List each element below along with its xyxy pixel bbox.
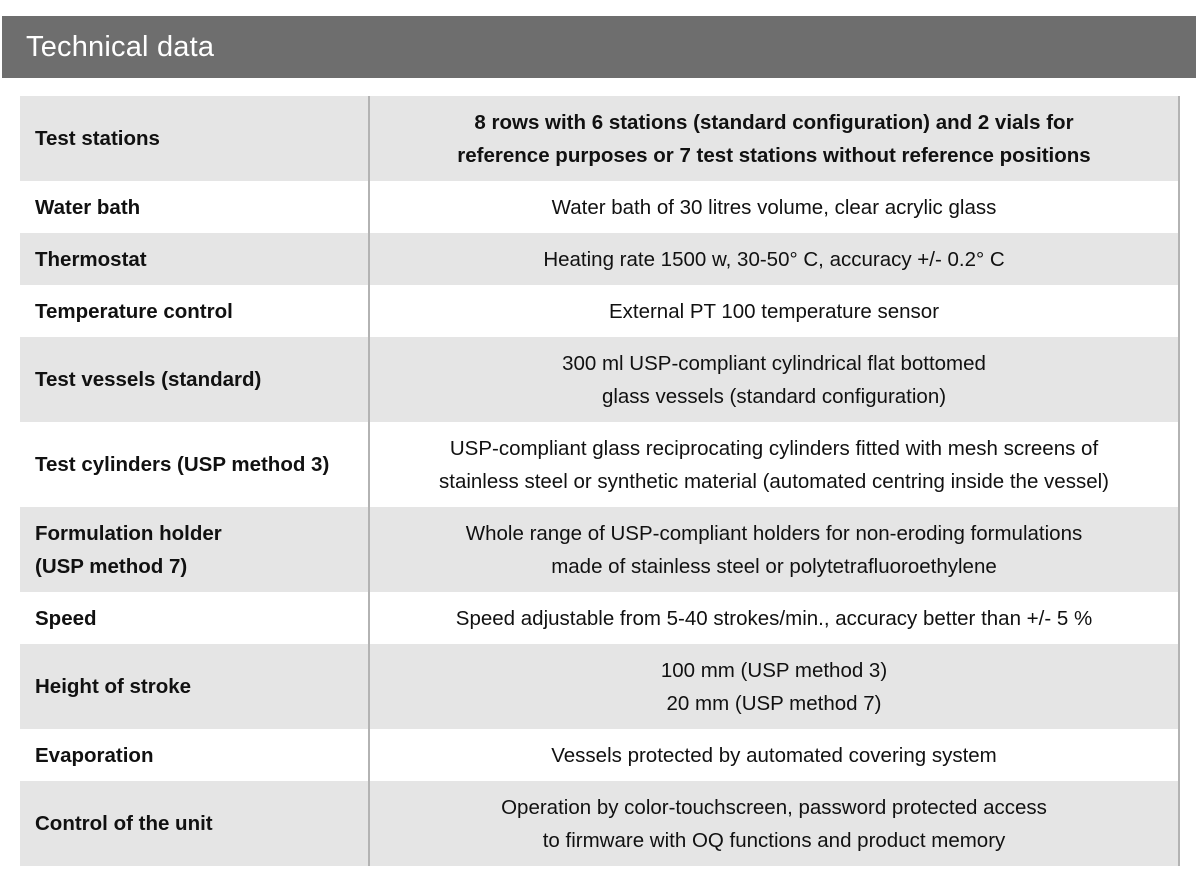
row-value: Whole range of USP-compliant holders for non-eroding formulations made of stainless steel or polytetrafluoroethylene (370, 507, 1180, 592)
table-row (20, 592, 1180, 644)
row-label: Test cylinders (USP method 3) (20, 422, 370, 507)
table-row (20, 644, 1180, 729)
table-row (20, 285, 1180, 337)
table-row (20, 181, 1180, 233)
table-row (20, 729, 1180, 781)
table-row (20, 507, 1180, 592)
row-value: Vessels protected by automated covering system (370, 729, 1180, 781)
section-title: Technical data (26, 31, 215, 63)
row-value: Operation by color-touchscreen, password protected access to firmware with OQ functions and product memory (370, 781, 1180, 866)
row-value: 8 rows with 6 stations (standard configuration) and 2 vials for reference purposes or 7 test stations without reference positions (370, 96, 1180, 181)
row-label: Formulation holder (USP method 7) (20, 507, 370, 592)
table-row (20, 96, 1180, 181)
row-value: Speed adjustable from 5-40 strokes/min., accuracy better than +/- 5 % (370, 592, 1180, 644)
row-value: USP-compliant glass reciprocating cylinders fitted with mesh screens of stainless steel or synthetic material (automated centring inside the vessel) (370, 422, 1180, 507)
row-label: Thermostat (20, 233, 370, 285)
table-row (20, 422, 1180, 507)
table-row (20, 781, 1180, 866)
table-row (20, 337, 1180, 422)
section-header (2, 16, 1196, 78)
technical-data-table (20, 96, 1180, 866)
table-row (20, 233, 1180, 285)
row-label: Speed (20, 592, 370, 644)
row-label: Test vessels (standard) (20, 337, 370, 422)
row-label: Temperature control (20, 285, 370, 337)
row-value: Heating rate 1500 w, 30-50° C, accuracy +/- 0.2° C (370, 233, 1180, 285)
row-value: Water bath of 30 litres volume, clear acrylic glass (370, 181, 1180, 233)
row-label: Water bath (20, 181, 370, 233)
row-value: 100 mm (USP method 3) 20 mm (USP method 7) (370, 644, 1180, 729)
row-label: Control of the unit (20, 781, 370, 866)
row-label: Evaporation (20, 729, 370, 781)
row-value: 300 ml USP-compliant cylindrical flat bottomed glass vessels (standard configuration) (370, 337, 1180, 422)
row-value: External PT 100 temperature sensor (370, 285, 1180, 337)
row-label: Test stations (20, 96, 370, 181)
row-label: Height of stroke (20, 644, 370, 729)
